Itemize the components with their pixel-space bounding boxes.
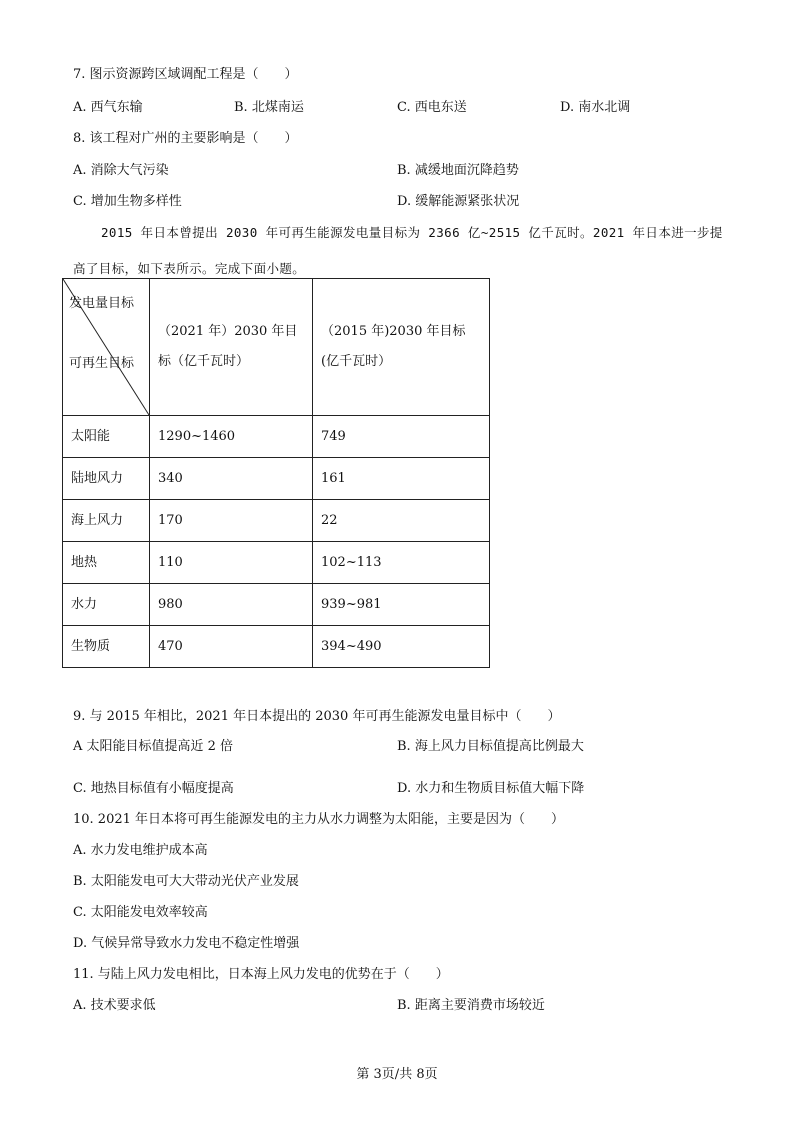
q8-option-c: C. 增加生物多样性 bbox=[73, 194, 182, 209]
row-2015-value: 102~113 bbox=[313, 542, 490, 584]
row-2021-value: 470 bbox=[150, 626, 313, 668]
row-2015-value: 939~981 bbox=[313, 584, 490, 626]
row-2021-value: 1290~1460 bbox=[150, 416, 313, 458]
row-2021-value: 110 bbox=[150, 542, 313, 584]
row-2015-value: 394~490 bbox=[313, 626, 490, 668]
row-2021-value: 170 bbox=[150, 500, 313, 542]
row-2015-value: 749 bbox=[313, 416, 490, 458]
intro-paragraph bbox=[73, 215, 723, 287]
row-name: 太阳能 bbox=[63, 416, 150, 458]
q11-stem: 11. 与陆上风力发电相比，日本海上风力发电的优势在于（ ） bbox=[73, 967, 449, 982]
row-2021-value: 340 bbox=[150, 458, 313, 500]
page-number: 第 3页/共 8页 bbox=[356, 1067, 438, 1082]
q10-option-c: C. 太阳能发电效率较高 bbox=[73, 905, 208, 920]
row-name: 生物质 bbox=[63, 626, 150, 668]
q7-option-a: A. 西气东输 bbox=[73, 100, 143, 115]
q8-option-a: A. 消除大气污染 bbox=[73, 163, 169, 178]
row-name: 陆地风力 bbox=[63, 458, 150, 500]
q8-option-d: D. 缓解能源紧张状况 bbox=[397, 194, 520, 209]
table-row bbox=[63, 500, 490, 542]
row-2015-value: 161 bbox=[313, 458, 490, 500]
header-2021-target: （2021 年）2030 年目标（亿千瓦时） bbox=[150, 279, 313, 416]
q7-option-c: C. 西电东送 bbox=[397, 100, 467, 115]
q7-option-d: D. 南水北调 bbox=[560, 100, 631, 115]
intro-text: 2015 年日本曾提出 2030 年可再生能源发电量目标为 2366 亿~2515 亿千瓦时。2021 年日本进一步提高了目标，如下表所示。完成下面小题。 bbox=[73, 225, 723, 276]
q7-option-b: B. 北煤南运 bbox=[234, 100, 304, 115]
row-2021-value: 980 bbox=[150, 584, 313, 626]
q10-option-b: B. 太阳能发电可大大带动光伏产业发展 bbox=[73, 874, 299, 889]
renewable-targets-table bbox=[62, 278, 490, 668]
table-row bbox=[63, 458, 490, 500]
q7-stem: 7. 图示资源跨区域调配工程是（ ） bbox=[73, 67, 298, 82]
q8-stem: 8. 该工程对广州的主要影响是（ ） bbox=[73, 131, 298, 146]
q9-option-c: C. 地热目标值有小幅度提高 bbox=[73, 781, 234, 796]
corner-top-label: 发电量目标 bbox=[69, 296, 135, 311]
table-row bbox=[63, 542, 490, 584]
row-name: 地热 bbox=[63, 542, 150, 584]
q9-stem: 9. 与 2015 年相比，2021 年日本提出的 2030 年可再生能源发电量目标中（ ） bbox=[73, 709, 561, 724]
row-name: 水力 bbox=[63, 584, 150, 626]
q11-option-b: B. 距离主要消费市场较近 bbox=[397, 998, 545, 1013]
corner-bottom-label: 可再生目标 bbox=[69, 356, 135, 371]
q10-option-d: D. 气候异常导致水力发电不稳定性增强 bbox=[73, 936, 300, 951]
q10-option-a: A. 水力发电维护成本高 bbox=[73, 843, 208, 858]
table-row bbox=[63, 584, 490, 626]
row-name: 海上风力 bbox=[63, 500, 150, 542]
q9-option-d: D. 水力和生物质目标值大幅下降 bbox=[397, 781, 585, 796]
row-2015-value: 22 bbox=[313, 500, 490, 542]
table-corner-cell bbox=[63, 279, 150, 416]
table-row bbox=[63, 626, 490, 668]
header-2015-target: （2015 年)2030 年目标(亿千瓦时） bbox=[313, 279, 490, 416]
q9-option-b: B. 海上风力目标值提高比例最大 bbox=[397, 739, 584, 754]
q8-option-b: B. 减缓地面沉降趋势 bbox=[397, 163, 519, 178]
q10-stem: 10. 2021 年日本将可再生能源发电的主力从水力调整为太阳能，主要是因为（ ） bbox=[73, 812, 565, 827]
q9-option-a: A 太阳能目标值提高近 2 倍 bbox=[73, 739, 234, 754]
table-row bbox=[63, 416, 490, 458]
table-header-row bbox=[63, 279, 490, 416]
q11-option-a: A. 技术要求低 bbox=[73, 998, 156, 1013]
